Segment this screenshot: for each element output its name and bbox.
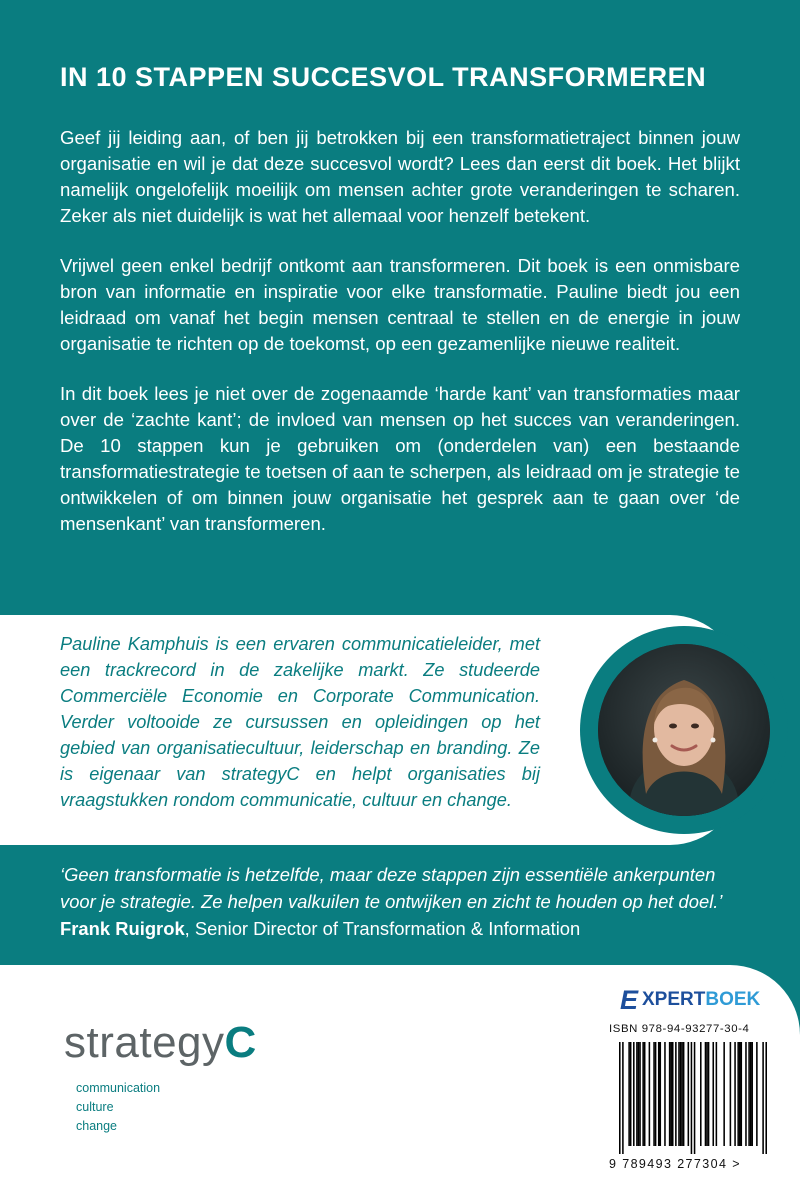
blurb-paragraph: In dit boek lees je niet over de zogenaamde ‘harde kant’ van transformaties maar over de ‘zachte kant’; de invloed van mensen op het succes van veranderingen. De 10 stappen kun je gebruiken om (onderdelen van) een bestaande transformatiestrategie te toetsen of aan te scherpen, als leidraad om je strategie te ontwikkelen of om binnen jouw organisatie het gesprek aan te gaan over ‘de mensenkant’ van transformeren. (60, 383, 740, 534)
barcode-bar (762, 1042, 764, 1154)
barcode-bar (751, 1042, 753, 1146)
barcode-bar (750, 1042, 752, 1146)
barcode-bar (739, 1042, 741, 1146)
author-bio-text: Pauline Kamphuis is een ervaren communicatieleider, met een trackrecord in de zakelijke markt. Ze studeerde Commerciële Economie en Corporate Communication. Verder voltooide ze cursussen en opleidingen op het gebied van organisatiecultuur, leiderschap en branding. Ze is eigenaar van strategyC en helpt organisaties bij vraagstukken rondom communicatie, cultuur en change. (60, 634, 540, 810)
barcode-bar (678, 1042, 680, 1146)
barcode-bar (672, 1042, 674, 1146)
barcode-bar (675, 1042, 677, 1146)
barcode-bar (745, 1042, 747, 1146)
book-title: IN 10 STAPPEN SUCCESVOL TRANSFORMEREN (60, 62, 707, 92)
isbn-label: ISBN 978-94-93277-30-4 (609, 1023, 750, 1035)
barcode-bar (664, 1042, 666, 1146)
logo-wordmark (64, 1018, 257, 1067)
barcode-bar (619, 1042, 621, 1154)
author-portrait-icon (598, 644, 770, 816)
barcode-bar (708, 1042, 710, 1146)
barcode-bar (748, 1042, 750, 1146)
barcode-bar (642, 1042, 644, 1146)
logo-tag: culture (76, 1100, 114, 1114)
publisher-e-icon: E (620, 985, 639, 1015)
barcode-bar (765, 1042, 767, 1154)
barcode-bar (655, 1042, 657, 1146)
barcode-bar (658, 1042, 660, 1146)
testimonial-role: , Senior Director of Transformation & Information (184, 918, 581, 939)
barcode-bar (734, 1042, 736, 1146)
footer (0, 965, 800, 1180)
barcode-bars-icon (619, 1042, 767, 1154)
logo-tagline (76, 1079, 257, 1136)
barcode-bar (688, 1042, 690, 1146)
barcode-bar (628, 1042, 630, 1146)
barcode-bar (680, 1042, 682, 1146)
barcode-bar (691, 1042, 693, 1154)
barcode-bar (681, 1042, 683, 1146)
barcode-bar (638, 1042, 640, 1146)
barcode-bar (636, 1042, 638, 1146)
barcode-bar (630, 1042, 632, 1146)
barcode-bar (730, 1042, 732, 1146)
testimonial-author: Frank Ruigrok (60, 918, 185, 939)
publisher-name (642, 989, 760, 1011)
blurb-paragraph: Geef jij leiding aan, of ben jij betrokken bij een transformatietraject binnen jouw organisatie en wil je dat deze succesvol wordt? Lees dan eerst dit boek. Het blijkt namelijk ongelofelijk moeilijk om mensen achter grote veranderingen te scharen. Zeker als niet duidelijk is wat het allemaal voor henzelf betekent. (60, 127, 740, 226)
testimonial-section (0, 845, 800, 965)
testimonial-text: ‘Geen transformatie is hetzelfde, maar deze stappen zijn essentiële ankerpunten voor je strategie. Ze helpen valkuilen te ontwijken en zicht te houden op het doel.’ (60, 864, 723, 912)
strategyc-logo (64, 1018, 257, 1136)
author-bio-section (0, 615, 800, 845)
barcode-bar (644, 1042, 646, 1146)
blurb (60, 125, 740, 561)
barcode-bar (622, 1042, 624, 1154)
barcode-bar (741, 1042, 743, 1146)
logo-accent: C (224, 1018, 257, 1067)
author-photo (598, 644, 770, 816)
barcode-bar (716, 1042, 718, 1146)
barcode-bar (633, 1042, 635, 1146)
barcode-bar (653, 1042, 655, 1146)
barcode-digits: 9 789493 277304 > (609, 1157, 741, 1171)
barcode-bar (705, 1042, 707, 1146)
barcode-bar (670, 1042, 672, 1146)
testimonial (60, 861, 750, 942)
barcode-bar (660, 1042, 662, 1146)
barcode-bar (694, 1042, 696, 1154)
barcode-bar (669, 1042, 671, 1146)
barcode (609, 1020, 779, 1170)
publisher-name-part2: BOEK (705, 989, 761, 1010)
barcode-bar (649, 1042, 651, 1146)
logo-main: strategy (64, 1018, 225, 1067)
barcode-bar (700, 1042, 702, 1146)
barcode-bar (639, 1042, 641, 1146)
publisher-name-part1: XPERT (642, 989, 706, 1010)
logo-tag: change (76, 1119, 118, 1133)
blurb-paragraph: Vrijwel geen enkel bedrijf ontkomt aan transformeren. Dit boek is een onmisbare bron van informatie en inspiratie voor elke transformatie. Pauline biedt jou een leidraad om vanaf het begin mensen centraal te stellen en de energie in jouw organisatie te richten op de toekomst, op een gezamenlijke nieuwe realiteit. (60, 255, 740, 354)
barcode-bar (723, 1042, 725, 1146)
barcode-bar (712, 1042, 714, 1146)
barcode-bar (756, 1042, 758, 1146)
barcode-bar (737, 1042, 739, 1146)
logo-tag: communication (76, 1081, 161, 1095)
barcode-bar (706, 1042, 708, 1146)
barcode-bar (683, 1042, 685, 1146)
